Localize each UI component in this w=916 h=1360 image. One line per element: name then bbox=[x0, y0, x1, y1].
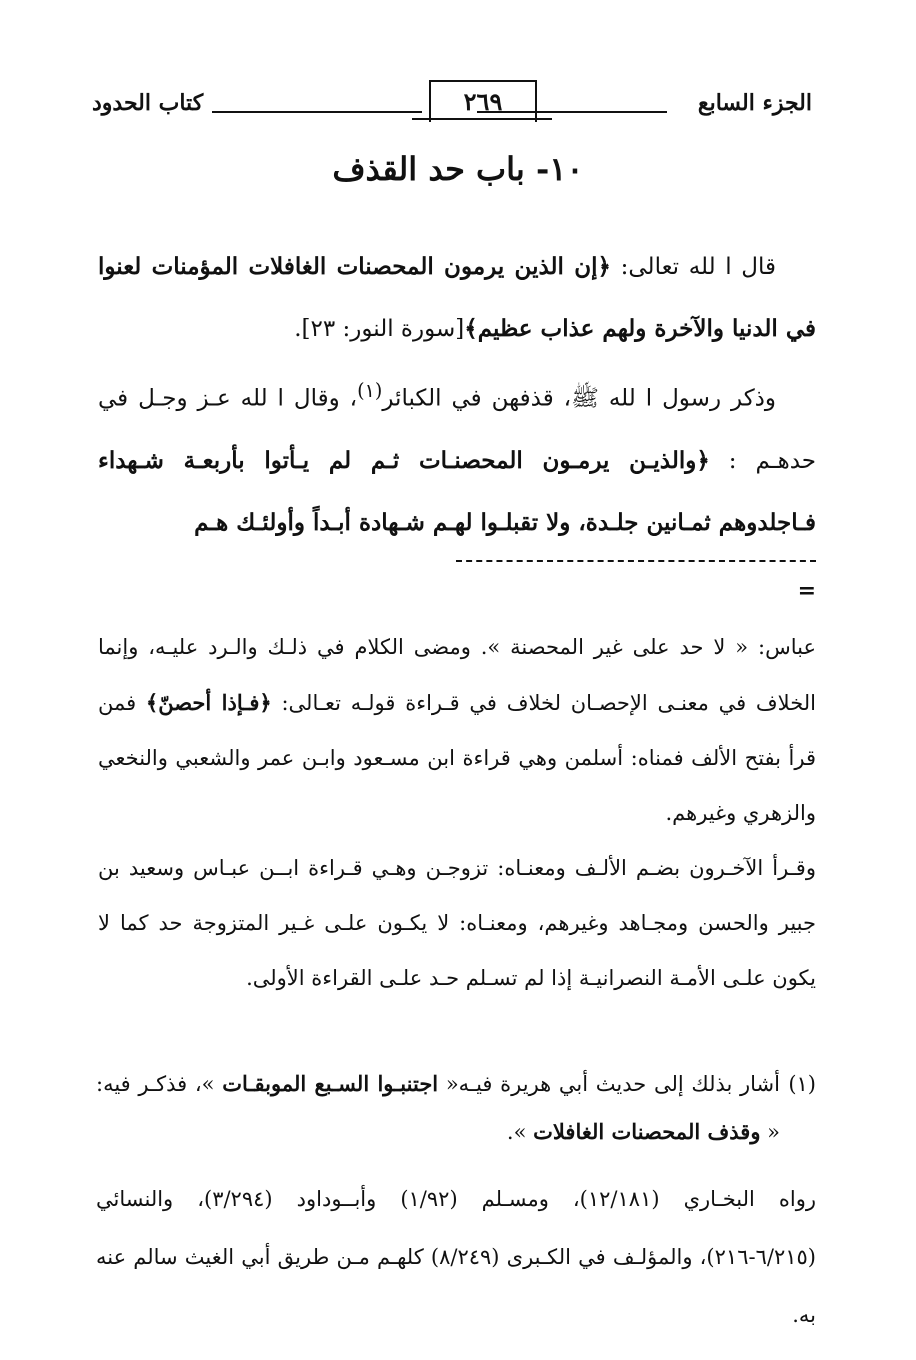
text-run: قال ا لله تعالى: bbox=[611, 254, 776, 280]
chapter-title: ١٠- باب حد القذف bbox=[332, 150, 584, 188]
text-run: عباس: « لا حد على غير المحصنة ». ومضى الكلام في ذلـك والـرد عليـه، وإنما الخلاف في معنـى الإحصـان لخلاف في قـراءة قولـه تعـالى: bbox=[98, 635, 816, 715]
book-label: كتاب الحدود bbox=[92, 90, 204, 116]
footnote bbox=[96, 1060, 816, 1156]
note-paragraph bbox=[98, 620, 816, 841]
text-run: ، وقال ا لله عـز وجـل في حدهـم : bbox=[98, 385, 816, 474]
header-rule-left bbox=[212, 111, 422, 113]
hadith-quote: وقذف المحصنات الغافلات bbox=[533, 1119, 761, 1144]
footnote-number: (١) bbox=[788, 1072, 816, 1096]
running-header bbox=[92, 80, 812, 130]
continued-footnote bbox=[98, 620, 816, 1006]
continuation-mark: = bbox=[797, 578, 816, 604]
volume-label: الجزء السابع bbox=[697, 90, 812, 116]
verse-reference: [سورة النور: ٢٣]. bbox=[294, 316, 465, 342]
note-paragraph: وقـرأ الآخـرون بضـم الألـف ومعنـاه: تزوجـن وهـي قـراءة ابــن عبـاس وسعيد بن جبير والحسن ومجـاهد وغيرهم، ومعنـاه: لا يكـون علـى غـير المتزوجة حد كما لا يكون علـى الأمـة النصرانيـة إذا لم تسـلم حـد علـى القراءة الأولى. bbox=[98, 856, 816, 990]
text-run: وذكر رسول ا لله ﷺ، قذفهن في الكبائر bbox=[382, 385, 776, 412]
footnote-paragraph: رواه البخـاري (١٢/١٨١)، ومسـلم (١/٩٢) وأبــوداود (٣/٢٩٤)، والنسائي (٦/٢١٥-٢١٦)، والمؤلـف في الكـبرى (٨/٢٤٩) كلهـم مـن طريق أبي الغيث سالم عنه به. bbox=[96, 1187, 816, 1327]
main-text bbox=[98, 236, 816, 554]
text-run: أشار بذلك إلى حديث أبي هريرة فيـه« bbox=[438, 1072, 780, 1096]
footnote-sources bbox=[96, 1170, 816, 1344]
hadith-quote: اجتنبـوا السـبع الموبقـات bbox=[222, 1071, 439, 1096]
footnote-ref: (١) bbox=[357, 379, 383, 402]
text-run: ». bbox=[506, 1120, 534, 1144]
header-rule-center bbox=[412, 118, 552, 120]
text-run: فمن قرأ بفتح الألف فمناه: أسلمن وهي قراءة ابن مسـعود وابـن عمر والشعبي والنخعي والزهري وغيرهم. bbox=[98, 691, 816, 825]
quran-quote: ﴿إن الذين يرمون المحصنات الغافلات المؤمنات لعنوا في الدنيا والآخرة ولهم عذاب عظيم﴾ bbox=[98, 253, 816, 342]
footnote-separator bbox=[456, 560, 816, 562]
paragraph bbox=[98, 236, 816, 360]
quran-quote: ﴿فـإذا أحصنّ﴾ bbox=[145, 690, 272, 715]
footnote-paragraph bbox=[96, 1060, 816, 1156]
page-number: ٢٦٩ bbox=[429, 80, 537, 122]
paragraph bbox=[98, 360, 816, 554]
text-run: »، فذكـر فيه: « bbox=[96, 1072, 780, 1144]
quran-quote: ﴿والذيـن يرمـون المحصنـات ثـم لم يـأتوا بأربعـة شـهداء فـاجلدوهم ثمـانين جلـدة، ولا تقبلـوا لهـم شـهادة أبـداً وأولئـك هـم bbox=[98, 446, 816, 536]
